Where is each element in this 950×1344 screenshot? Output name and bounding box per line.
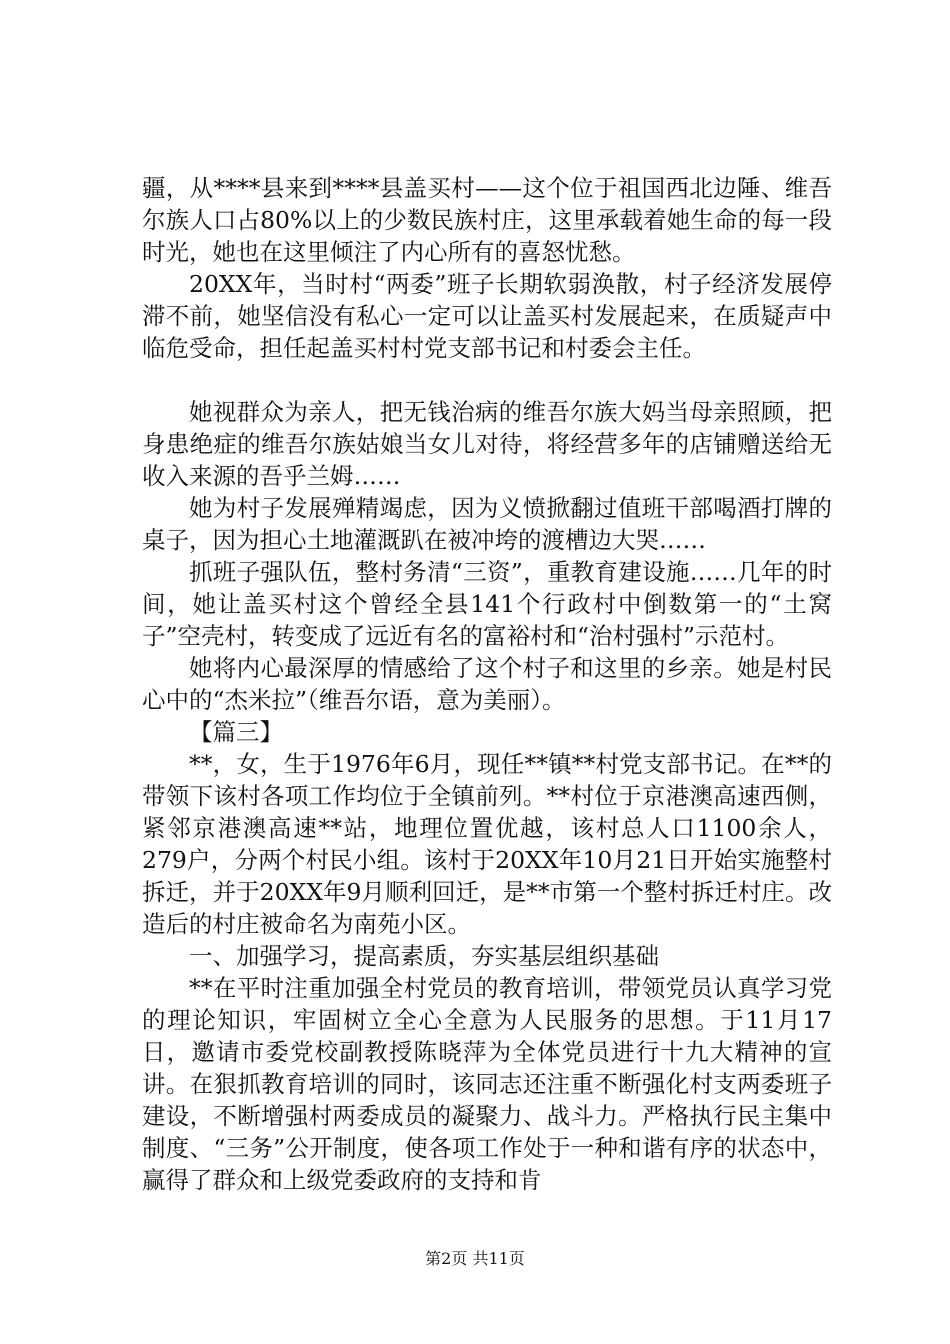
paragraph-continuation: 疆，从****县来到****县盖买村——这个位于祖国西北边陲、维吾尔族人口占80%以上的少数民族村庄，这里承载着她生命的每一段时光，她也在这里倾注了内心所有的喜怒忧愁。 — [142, 174, 832, 266]
paragraph: 20XX年，当时村“两委”班子长期软弱涣散，村子经济发展停滞不前，她坚信没有私心一定可以让盖买村发展起来，在质疑声中临危受命，担任起盖买村村党支部书记和村委会主任。 — [142, 270, 832, 362]
paragraph: **在平时注重加强全村党员的教育培训，带领党员认真学习党的理论知识，牢固树立全心全意为人民服务的思想。于11月17日，邀请市委党校副教授陈晓萍为全体党员进行十九大精神的宣讲。在狠抓教育培训的同时，该同志还注重不断强化村支两委班子建设，不断增强村两委成员的凝聚力、战斗力。严格执行民主集中制度、“三务”公开制度，使各项工作处于一种和谐有序的状态中，赢得了群众和上级党委政府的支持和肯 — [142, 974, 832, 1194]
paragraph: 她视群众为亲人，把无钱治病的维吾尔族大妈当母亲照顾，把身患绝症的维吾尔族姑娘当女儿对待，将经营多年的店铺赠送给无收入来源的吾乎兰姆…… — [142, 398, 832, 490]
paragraph: 她为村子发展殚精竭虑，因为义愤掀翻过值班干部喝酒打牌的桌子，因为担心土地灌溉趴在被冲垮的渡槽边大哭…… — [142, 494, 832, 554]
paragraph: **，女，生于1976年6月，现任**镇**村党支部书记。在**的带领下该村各项工作均位于全镇前列。**村位于京港澳高速西侧，紧邻京港澳高速**站，地理位置优越，该村总人口1100余人，279户，分两个村民小组。该村于20XX年10月21日开始实施整村拆迁，并于20XX年9月顺利回迁，是**市第一个整村拆迁村庄。改造后的村庄被命名为南苑小区。 — [142, 750, 832, 938]
page-footer: 第2页 共11页 — [425, 1249, 525, 1268]
paragraph-spacer — [142, 364, 832, 396]
paragraph: 抓班子强队伍，整村务清“三资”，重教育建设施……几年的时间，她让盖买村这个曾经全县141个行政村中倒数第一的“土窝子”空壳村，转变成了远近有名的富裕村和“治村强村”示范村。 — [142, 558, 832, 650]
document-body — [142, 172, 832, 1196]
paragraph: 她将内心最深厚的情感给了这个村子和这里的乡亲。她是村民心中的“杰米拉”（维吾尔语，意为美丽）。 — [142, 654, 832, 714]
section-heading: 【篇三】 — [189, 718, 283, 746]
subheading: 一、加强学习，提高素质，夯实基层组织基础 — [189, 942, 659, 970]
